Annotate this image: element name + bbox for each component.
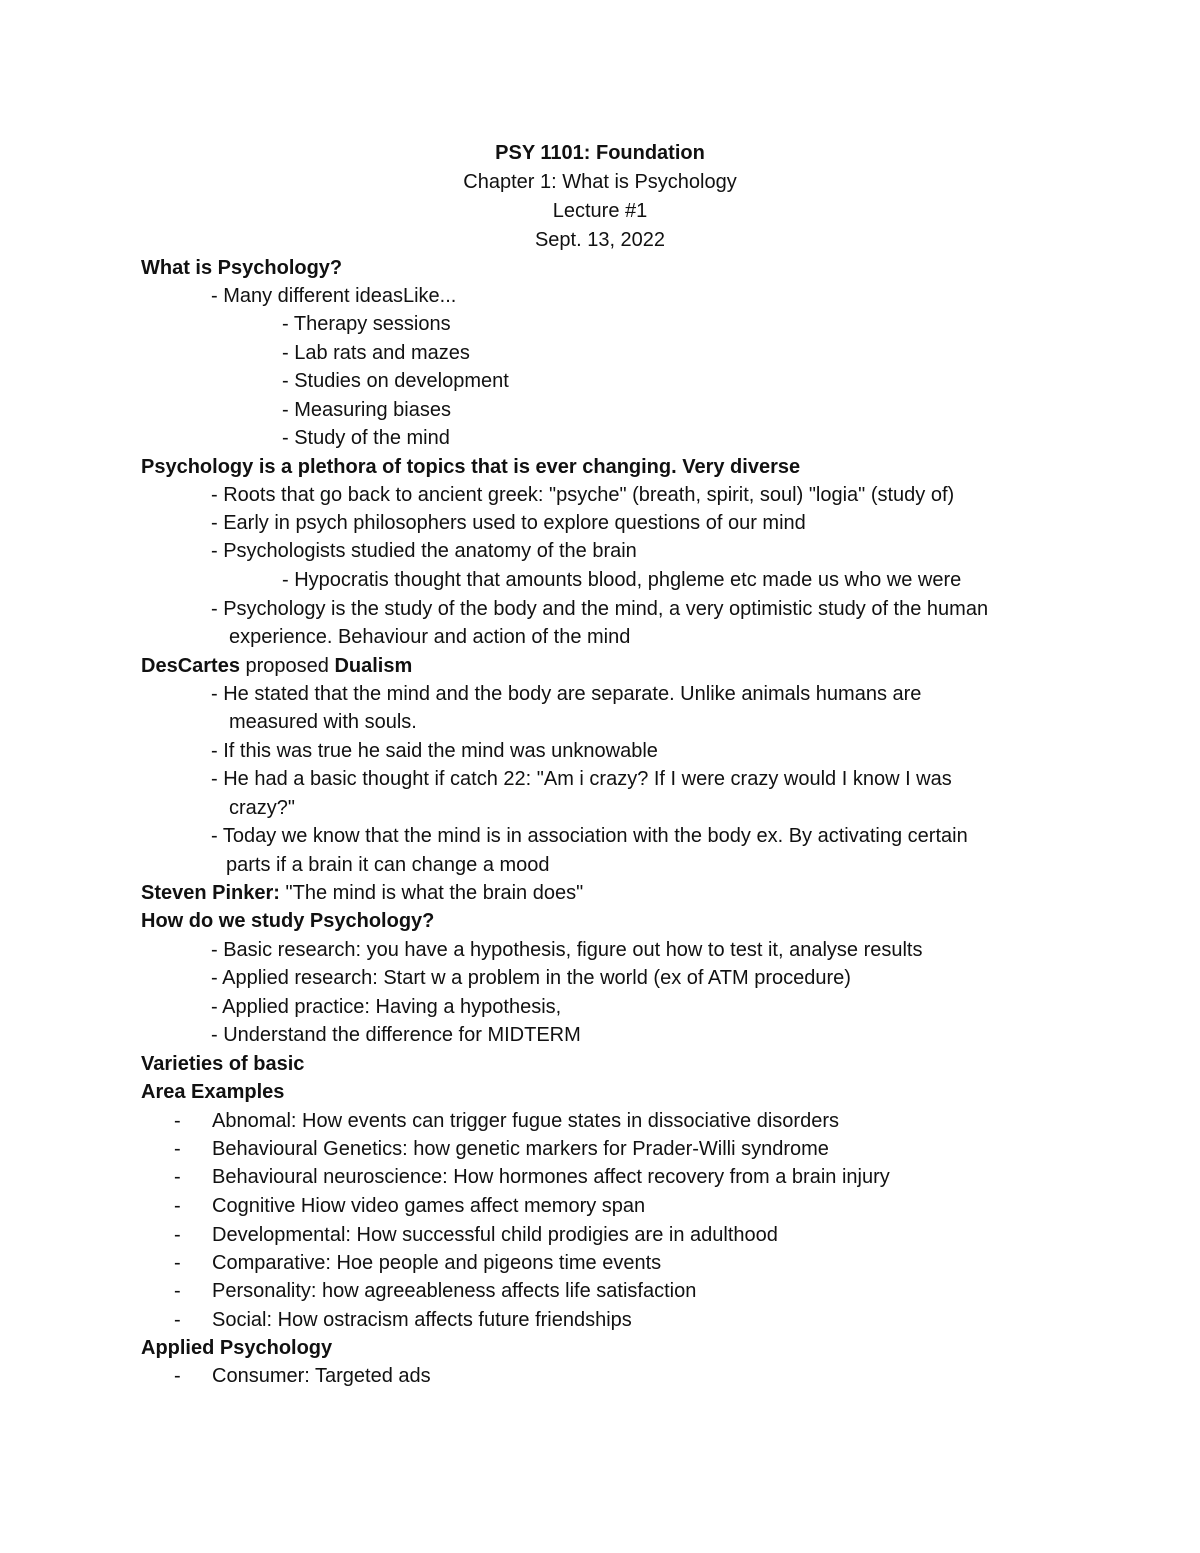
section-heading-what-is-psychology: What is Psychology? <box>141 257 343 279</box>
bullet-line: - Psychologists studied the anatomy of the brain <box>211 540 637 562</box>
list-dash: - <box>174 1138 181 1160</box>
list-item <box>174 1163 890 1191</box>
list-item-text: Social: How ostracism affects future friendships <box>212 1309 632 1331</box>
bullet-continuation: parts if a brain it can change a mood <box>226 854 550 876</box>
bullet-line: - If this was true he said the mind was unknowable <box>211 740 658 762</box>
list-item <box>174 1249 661 1277</box>
list-dash: - <box>174 1252 181 1274</box>
sub-bullet-line: - Study of the mind <box>282 427 450 449</box>
bullet-line: - Basic research: you have a hypothesis, figure out how to test it, analyse results <box>211 939 923 961</box>
section-heading-applied: Applied Psychology <box>141 1337 333 1359</box>
list-dash: - <box>174 1195 181 1217</box>
list-item <box>174 1362 431 1390</box>
bullet-continuation: measured with souls. <box>229 711 417 733</box>
section-heading-varieties: Varieties of basic <box>141 1053 305 1075</box>
descartes-name: DesCartes <box>141 655 240 677</box>
list-dash: - <box>174 1309 181 1331</box>
bullet-line: - Early in psych philosophers used to explore questions of our mind <box>211 512 806 534</box>
proposed-text: proposed <box>239 655 335 677</box>
list-item <box>174 1277 696 1305</box>
list-item <box>174 1306 632 1334</box>
document-title: PSY 1101: Foundation <box>495 142 705 164</box>
section-heading-how-study: How do we study Psychology? <box>141 910 435 932</box>
bullet-line: - He had a basic thought if catch 22: "Am i crazy? If I were crazy would I know I was <box>211 768 952 790</box>
pinker-quote: "The mind is what the brain does" <box>279 882 584 904</box>
bullet-line: - Psychology is the study of the body and the mind, a very optimistic study of the human <box>211 598 989 620</box>
list-item <box>174 1107 839 1135</box>
list-item-text: Cognitive Hiow video games affect memory span <box>212 1195 646 1217</box>
list-dash: - <box>174 1166 181 1188</box>
bullet-line: - He stated that the mind and the body are separate. Unlike animals humans are <box>211 683 922 705</box>
list-item-text: Comparative: Hoe people and pigeons time events <box>212 1252 662 1274</box>
bullet-line: - Many different ideasLike... <box>211 285 457 307</box>
list-item-text: Behavioural neuroscience: How hormones affect recovery from a brain injury <box>212 1166 890 1188</box>
section-heading-plethora: Psychology is a plethora of topics that is ever changing. Very diverse <box>141 456 801 478</box>
list-item-text: Consumer: Targeted ads <box>212 1365 431 1387</box>
list-dash: - <box>174 1365 181 1387</box>
sub-bullet-line: - Lab rats and mazes <box>282 342 470 364</box>
bullet-line: - Today we know that the mind is in association with the body ex. By activating certain <box>211 825 968 847</box>
pinker-quote-line <box>141 879 583 907</box>
bullet-continuation: crazy?" <box>229 797 296 819</box>
list-item-text: Personality: how agreeableness affects life satisfaction <box>212 1280 697 1302</box>
section-heading-dualism <box>141 652 412 680</box>
bullet-continuation: experience. Behaviour and action of the mind <box>229 626 631 648</box>
list-item-text: Abnomal: How events can trigger fugue states in dissociative disorders <box>212 1110 839 1132</box>
pinker-name: Steven Pinker: <box>141 882 280 904</box>
sub-bullet-line: - Studies on development <box>282 370 509 392</box>
bullet-line: - Applied practice: Having a hypothesis, <box>211 996 562 1018</box>
sub-bullet-line: - Hypocratis thought that amounts blood, phgleme etc made us who we were <box>282 569 962 591</box>
list-item <box>174 1135 829 1163</box>
list-dash: - <box>174 1280 181 1302</box>
chapter-subtitle: Chapter 1: What is Psychology <box>463 171 737 193</box>
sub-bullet-line: - Measuring biases <box>282 399 451 421</box>
list-dash: - <box>174 1110 181 1132</box>
bullet-line: - Understand the difference for MIDTERM <box>211 1024 581 1046</box>
list-item <box>174 1221 778 1249</box>
bullet-line: - Roots that go back to ancient greek: "psyche" (breath, spirit, soul) "logia" (study of) <box>211 484 955 506</box>
sub-bullet-line: - Therapy sessions <box>282 313 451 335</box>
list-dash: - <box>174 1224 181 1246</box>
lecture-date: Sept. 13, 2022 <box>534 229 666 251</box>
bullet-line: - Applied research: Start w a problem in the world (ex of ATM procedure) <box>211 967 851 989</box>
lecture-number: Lecture #1 <box>552 200 648 222</box>
list-item-text: Behavioural Genetics: how genetic markers for Prader-Willi syndrome <box>212 1138 829 1160</box>
dualism-term: Dualism <box>334 655 413 677</box>
section-heading-area-examples: Area Examples <box>141 1081 285 1103</box>
list-item-text: Developmental: How successful child prodigies are in adulthood <box>212 1224 778 1246</box>
list-item <box>174 1192 645 1220</box>
